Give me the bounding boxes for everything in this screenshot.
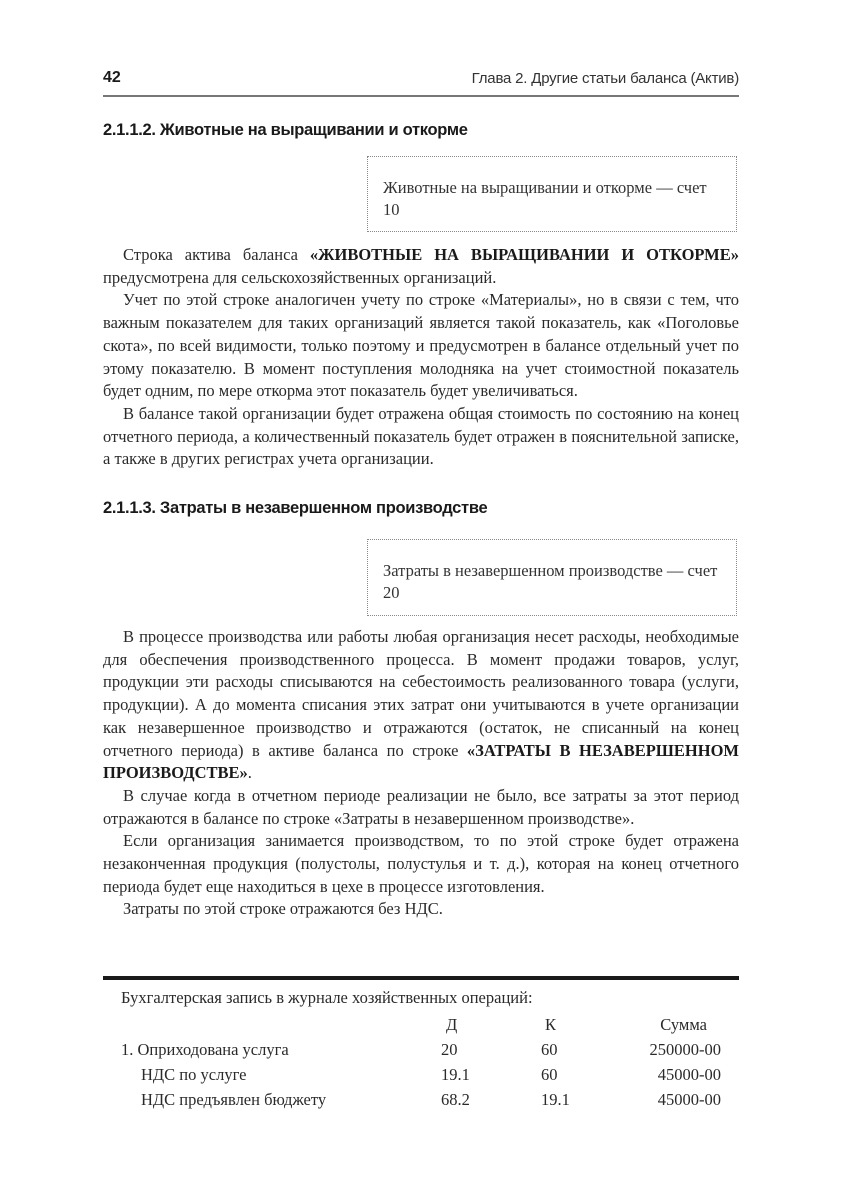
journal-header-row bbox=[121, 1012, 721, 1037]
journal-row bbox=[121, 1062, 721, 1087]
paragraph-text: предусмотрена для сельскохозяйственных организаций. bbox=[103, 267, 497, 287]
entry-label: 1. Оприходована услуга bbox=[121, 1040, 289, 1059]
section-1-body bbox=[103, 244, 739, 471]
entry-label: НДС по услуге bbox=[141, 1065, 247, 1084]
section-2-body bbox=[103, 626, 739, 921]
entry-debit: 19.1 bbox=[441, 1065, 470, 1084]
account-box-20: Затраты в незавершенном производстве — счет 20 bbox=[367, 539, 737, 616]
column-header-credit: К bbox=[545, 1015, 557, 1034]
balance-line-term: «ЖИВОТНЫЕ НА ВЫРАЩИВАНИИ И ОТКОРМЕ» bbox=[309, 245, 739, 264]
journal-entries bbox=[121, 986, 721, 1112]
page-number: 42 bbox=[103, 69, 121, 86]
paragraph: В случае когда в отчетном периоде реализации не было, все затраты за этот период отражаются в балансе по строке «Затраты в незавершенном производстве». bbox=[103, 785, 739, 828]
entry-debit: 68.2 bbox=[441, 1090, 470, 1109]
entry-amount: 45000-00 bbox=[657, 1090, 721, 1109]
account-box-10: Животные на выращивании и откорме — счет 10 bbox=[367, 156, 737, 232]
column-header-debit: Д bbox=[446, 1015, 458, 1034]
paragraph bbox=[103, 244, 739, 289]
column-header-amount: Сумма bbox=[660, 1015, 707, 1034]
paragraph bbox=[103, 626, 739, 785]
paragraph: Учет по этой строке аналогичен учету по строке «Материалы», но в связи с тем, что важным показателем для таких организаций является такой показатель, как «Поголовье скота», по всей видимости, только поэтому и предусмотрен в балансе отдельный учет по этому показателю. В момент поступления молодняка на учет стоимостной показатель будет одним, по мере откорма этот показатель будет увеличиваться. bbox=[103, 290, 739, 401]
entry-credit: 60 bbox=[541, 1040, 558, 1059]
paragraph: Если организация занимается производством, то по этой строке будет отражена незаконченная продукция (полустолы, полустулья и т. д.), которая на конец отчетного периода будет еще находиться в цехе в процессе изготовления. bbox=[103, 831, 739, 896]
section-heading-animals: 2.1.1.2. Животные на выращивании и откорме bbox=[103, 121, 468, 139]
journal-row bbox=[121, 1087, 721, 1112]
running-head bbox=[103, 69, 739, 93]
entry-debit: 20 bbox=[441, 1040, 458, 1059]
entry-amount: 45000-00 bbox=[657, 1065, 721, 1084]
journal-top-rule bbox=[103, 976, 739, 980]
entry-amount: 250000-00 bbox=[649, 1040, 721, 1059]
balance-line-term: «ЗАТРАТЫ В НЕЗАВЕРШЕННОМ ПРОИЗВОДСТВЕ» bbox=[103, 740, 739, 783]
paragraph-text: . bbox=[247, 763, 252, 783]
paragraph: Затраты по этой строке отражаются без НДС. bbox=[123, 899, 443, 919]
header-rule bbox=[103, 95, 739, 97]
entry-credit: 60 bbox=[541, 1065, 558, 1084]
entry-credit: 19.1 bbox=[541, 1090, 570, 1109]
journal-row bbox=[121, 1037, 721, 1062]
paragraph-text: Строка актива баланса bbox=[123, 245, 310, 264]
paragraph-text: В процессе производства или работы любая организация несет расходы, необходимые для обеспечения производственного процесса. В момент продажи товаров, услуг, продукции эти расходы списываются на себестоимость реализованного товара (услуги, продукции). А до момента списания этих затрат они учитываются в учете организации как незавершенное производство и отражаются (остаток, не списанный на конец отчетного периода) в активе баланса по строке bbox=[103, 627, 739, 760]
chapter-title: Глава 2. Другие статьи баланса (Актив) bbox=[471, 70, 739, 87]
paragraph: В балансе такой организации будет отражена общая стоимость по состоянию на конец отчетного периода, а количественный показатель будет отражен в пояснительной записке, а также в других регистрах учета организации. bbox=[103, 403, 739, 469]
entry-label: НДС предъявлен бюджету bbox=[141, 1090, 327, 1109]
journal-title: Бухгалтерская запись в журнале хозяйственных операций: bbox=[121, 988, 533, 1007]
section-heading-wip: 2.1.1.3. Затраты в незавершенном производстве bbox=[103, 499, 488, 517]
